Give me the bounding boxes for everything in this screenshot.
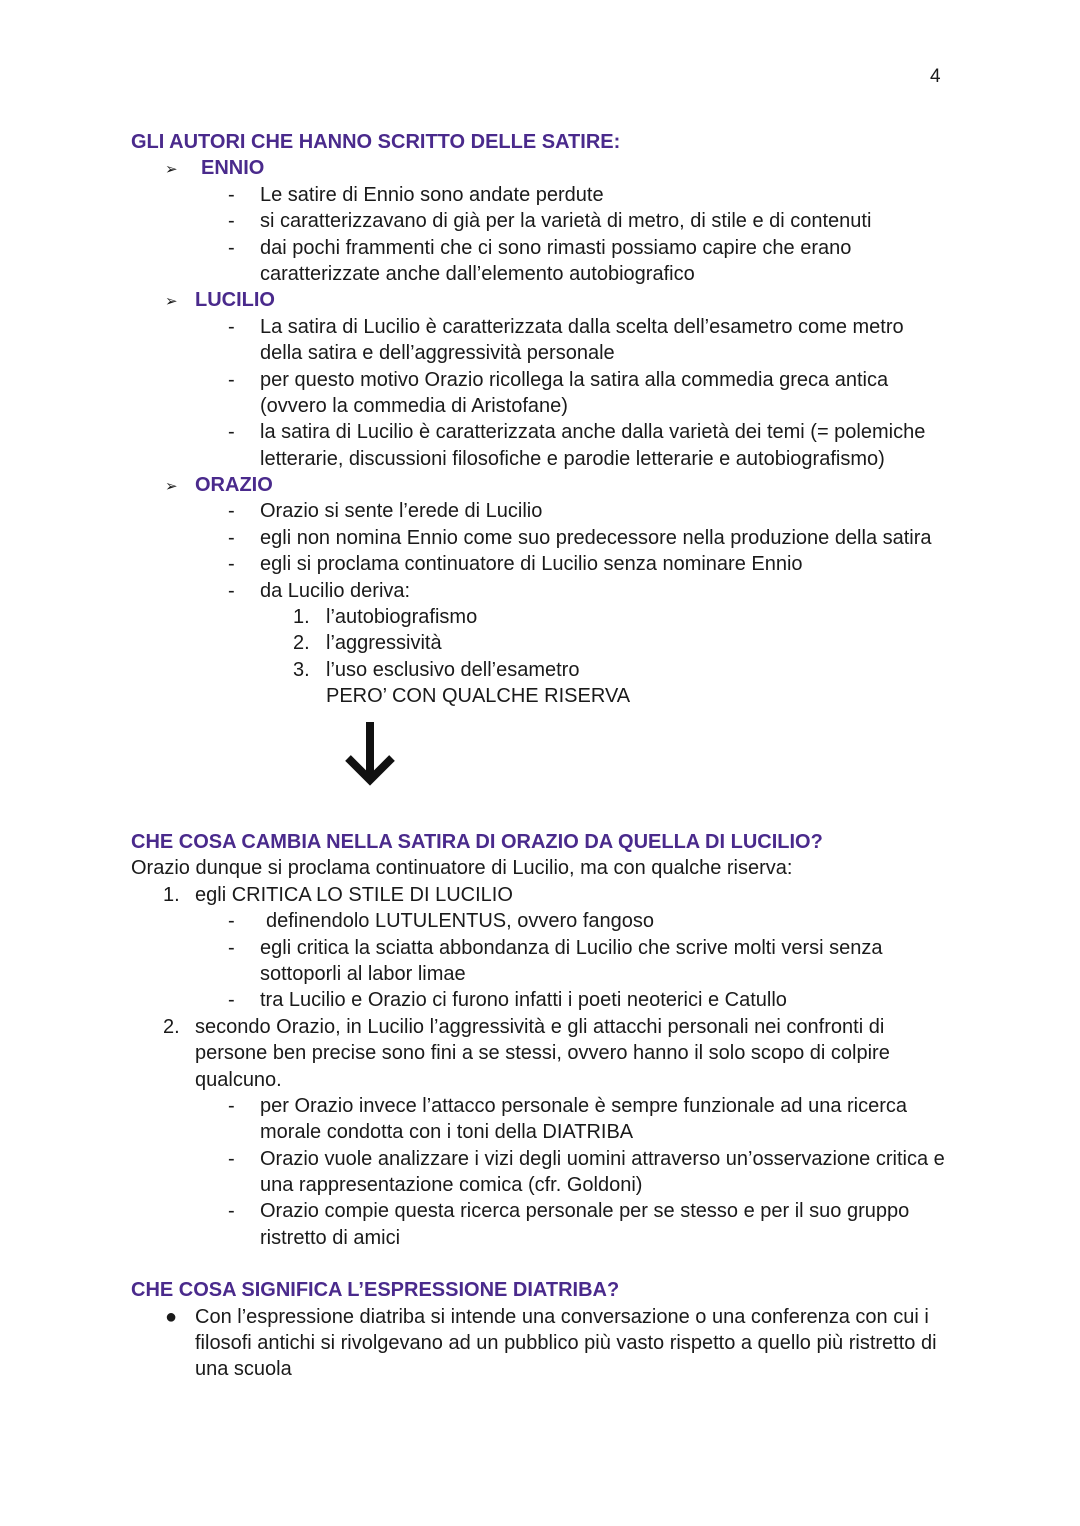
list-item: per Orazio invece l’attacco personale è sempre funzionale ad una ricerca: [260, 1095, 908, 1117]
list-item: una scuola: [195, 1358, 292, 1380]
dash-icon: -: [228, 580, 235, 602]
list-item: l’aggressività: [326, 632, 442, 654]
list-item: da Lucilio deriva:: [260, 580, 411, 602]
dash-icon: -: [228, 210, 235, 232]
dash-icon: -: [228, 421, 235, 443]
list-item: dai pochi frammenti che ci sono rimasti possiamo capire che erano: [260, 237, 852, 259]
dash-icon: -: [228, 527, 235, 549]
list-item: egli CRITICA LO STILE DI LUCILIO: [195, 884, 513, 906]
dash-icon: -: [228, 553, 235, 575]
list-item: secondo Orazio, in Lucilio l’aggressività e gli attacchi personali nei confronti di: [195, 1016, 885, 1038]
author-lucilio: LUCILIO: [195, 289, 275, 311]
list-number: 2.: [163, 1016, 180, 1038]
list-item: morale condotta con i toni della DIATRIBA: [260, 1121, 634, 1143]
riserva-note: PERO’ CON QUALCHE RISERVA: [326, 685, 631, 707]
list-item: caratterizzate anche dall’elemento autobiografico: [260, 263, 695, 285]
author-ennio: ENNIO: [201, 157, 265, 179]
dash-icon: -: [228, 1200, 235, 1222]
list-item: (ovvero la commedia di Aristofane): [260, 395, 568, 417]
list-item: egli si proclama continuatore di Lucilio senza nominare Ennio: [260, 553, 803, 575]
list-item: letterarie, discussioni filosofiche e parodie letterarie e autobiografismo): [260, 448, 885, 470]
arrowhead-icon: ➢: [165, 161, 178, 178]
dash-icon: -: [228, 316, 235, 338]
list-item: si caratterizzavano di già per la varietà di metro, di stile e di contenuti: [260, 210, 872, 232]
list-item: per questo motivo Orazio ricollega la satira alla commedia greca antica: [260, 369, 889, 391]
dash-icon: -: [228, 989, 235, 1011]
arrowhead-icon: ➢: [165, 478, 178, 495]
dash-icon: -: [228, 1148, 235, 1170]
list-item: Orazio compie questa ricerca personale per se stesso e per il suo gruppo: [260, 1200, 910, 1222]
list-item: La satira di Lucilio è caratterizzata dalla scelta dell’esametro come metro: [260, 316, 904, 338]
list-item: della satira e dell’aggressività personale: [260, 342, 615, 364]
list-item: egli critica la sciatta abbondanza di Lucilio che scrive molti versi senza: [260, 937, 883, 959]
dash-icon: -: [228, 910, 235, 932]
list-item: Orazio vuole analizzare i vizi degli uomini attraverso un’osservazione critica e: [260, 1148, 945, 1170]
list-item: Le satire di Ennio sono andate perdute: [260, 184, 604, 206]
down-arrow-icon: [342, 718, 398, 788]
list-item: ristretto di amici: [260, 1227, 401, 1249]
list-number: 1.: [163, 884, 180, 906]
section-title-diatriba: CHE COSA SIGNIFICA L’ESPRESSIONE DIATRIBA?: [131, 1279, 620, 1301]
list-item: l’uso esclusivo dell’esametro: [326, 659, 580, 681]
list-item: tra Lucilio e Orazio ci furono infatti i poeti neoterici e Catullo: [260, 989, 787, 1011]
intro-text: Orazio dunque si proclama continuatore di Lucilio, ma con qualche riserva:: [131, 857, 793, 879]
list-item: sottoporli al labor limae: [260, 963, 466, 985]
list-item: persone ben precise sono fini a se stessi, ovvero hanno il solo scopo di colpire: [195, 1042, 890, 1064]
list-item: definendolo LUTULENTUS, ovvero fangoso: [266, 910, 654, 932]
list-number: 3.: [293, 659, 310, 681]
author-orazio: ORAZIO: [195, 474, 273, 496]
section-title-autori: GLI AUTORI CHE HANNO SCRITTO DELLE SATIRE:: [131, 131, 621, 153]
list-item: una rappresentazione comica (cfr. Goldoni): [260, 1174, 643, 1196]
dash-icon: -: [228, 369, 235, 391]
list-item: l’autobiografismo: [326, 606, 478, 628]
dash-icon: -: [228, 237, 235, 259]
list-item: Orazio si sente l’erede di Lucilio: [260, 500, 543, 522]
arrowhead-icon: ➢: [165, 293, 178, 310]
dash-icon: -: [228, 184, 235, 206]
list-number: 1.: [293, 606, 310, 628]
dash-icon: -: [228, 1095, 235, 1117]
list-item: la satira di Lucilio è caratterizzata anche dalla varietà dei temi (= polemiche: [260, 421, 926, 443]
list-number: 2.: [293, 632, 310, 654]
bullet-icon: ●: [165, 1306, 178, 1328]
dash-icon: -: [228, 937, 235, 959]
page-number: 4: [930, 66, 941, 87]
section-title-cambia: CHE COSA CAMBIA NELLA SATIRA DI ORAZIO DA QUELLA DI LUCILIO?: [131, 831, 823, 853]
list-item: filosofi antichi si rivolgevano ad un pubblico più vasto rispetto a quello più ristretto di: [195, 1332, 937, 1354]
list-item: egli non nomina Ennio come suo predecessore nella produzione della satira: [260, 527, 932, 549]
list-item: Con l’espressione diatriba si intende una conversazione o una conferenza con cui i: [195, 1306, 929, 1328]
dash-icon: -: [228, 500, 235, 522]
list-item: qualcuno.: [195, 1069, 282, 1091]
